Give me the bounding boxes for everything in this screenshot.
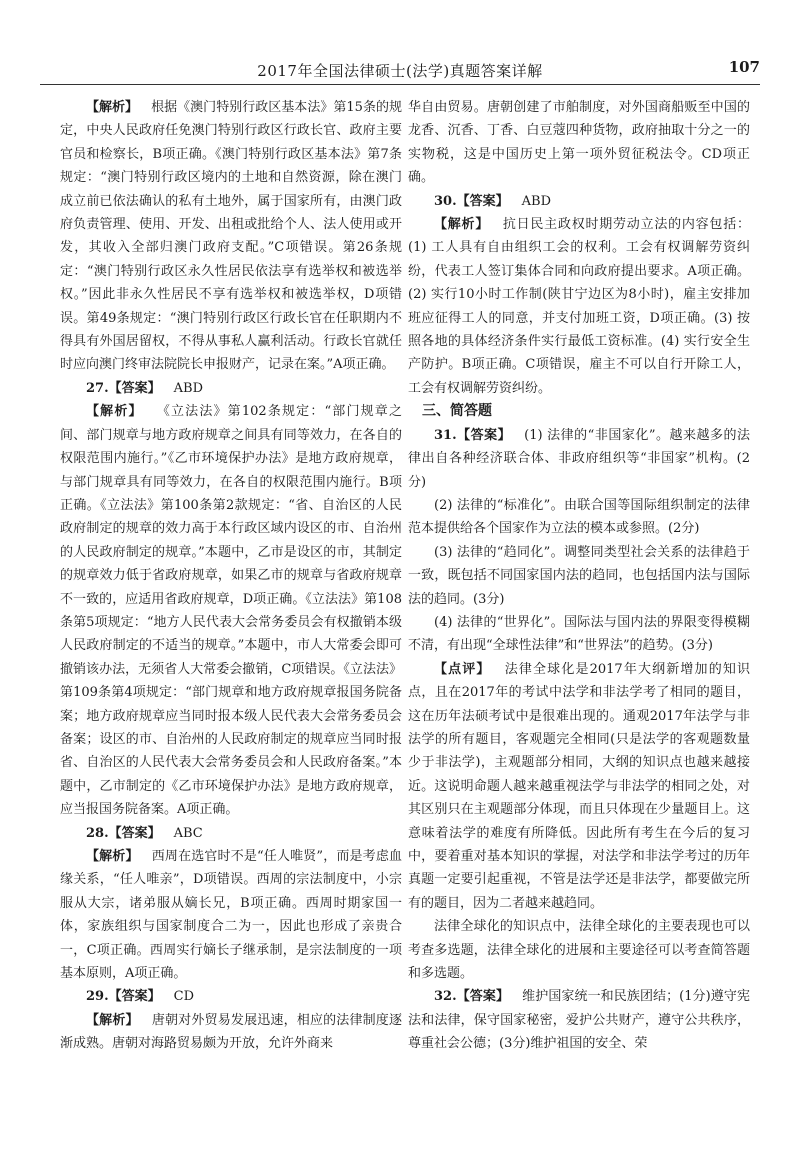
paragraph xyxy=(408,985,750,1055)
paragraph xyxy=(408,541,750,611)
answer-tag: 【解析】 xyxy=(86,1012,139,1028)
answer-tag: 【解析】 xyxy=(86,404,143,420)
paragraph-text: 西周在选官时不是“任人唯贤”，而是考虑血缘关系，“任人唯亲”，D项错误。西周的宗法制度中，小宗服从大宗，诸弟服从嫡长兄，B项正确。西周时期家国一体，家族组织与国家制度合二为一，因此也形成了亲贵合一，C项正确。西周实行嫡长子继承制，是宗法制度的一项基本原则，A项正确。 xyxy=(60,849,402,982)
paragraph xyxy=(408,658,750,915)
paragraph-text: 《立法法》第102条规定：“部门规章之间、部门规章与地方政府规章之间具有同等效力，在各自的权限范围内施行。”《乙市环境保护办法》是地方政府规章，与部门规章具有同等效力，在各自的权限范围内施行。B项正确。《立法法》第100条第2款规定：“省、自治区的人民政府制定的规章的效力高于本行政区域内设区的市、自治州的人民政府制定的规章。”本题中，乙市是设区的市，其制定的规章效力低于省政府规章，如果乙市的规章与省政府规章不一致的，应适用省政府规章，D项正确。《立法法》第108条第5项规定：“地方人民代表大会常务委员会有权撤销本级人民政府制定的不适当的规章。”本题中，市人大常委会即可撤销该办法，无须省人大常委会撤销，C项错误。《立法法》第109条第4项规定：“部门规章和地方政府规章报国务院备案；地方政府规章应当同时报本级人民代表大会常务委员会备案；设区的市、自治州的人民政府制定的规章应当同时报省、自治区的人民代表大会常务委员会和人民政府备案。”本题中，乙市制定的《乙市环境保护办法》是地方政府规章，应当报国务院备案。A项正确。 xyxy=(60,404,402,818)
answer-tag: 27.【答案】 xyxy=(86,380,161,396)
paragraph xyxy=(60,400,402,821)
section-heading: 三、简答题 xyxy=(422,403,492,420)
paragraph xyxy=(408,213,750,400)
answer-tag: 29.【答案】 xyxy=(86,989,161,1005)
answer-tag: 【解析】 xyxy=(86,100,139,115)
paragraph xyxy=(408,494,750,541)
right-column xyxy=(408,96,750,1056)
paragraph-text: 抗日民主政权时期劳动立法的内容包括：(1) 工人具有自由组织工会的权利。工会有权调解劳资纠纷，代表工人签订集体合同和向政府提出要求。A项正确。(2) 实行10小时工作制(陕甘宁边区为8小时)，雇主安排加班应征得工人的同意，并支付加班工资，D项正确。(3) 按照各地的具体经济条件实行最低工资标准。(4) 实行安全生产防护。B项正确。C项错误，雇主不可以自行开除工人，工会有权调解劳资纠纷。 xyxy=(408,217,750,396)
paragraph-text: 维护国家统一和民族团结；(1分)遵守宪法和法律，保守国家秘密，爱护公共财产，遵守公共秩序，尊重社会公德；(3分)维护祖国的安全、荣 xyxy=(408,989,750,1052)
paragraph-text: 法律全球化的知识点中，法律全球化的主要表现也可以考查多选题，法律全球化的进展和主要途径可以考查简答题和多选题。 xyxy=(408,919,750,982)
paragraph xyxy=(408,915,750,985)
paragraph xyxy=(60,377,402,400)
answer-tag: 32.【答案】 xyxy=(434,989,510,1005)
paragraph xyxy=(60,822,402,845)
paragraph-text: CD xyxy=(173,989,194,1005)
paragraph xyxy=(408,424,750,494)
answer-tag: 28.【答案】 xyxy=(86,825,161,841)
paragraph-text: 唐朝对外贸易发展迅速，相应的法律制度逐渐成熟。唐朝对海路贸易颇为开放，允许外商来 xyxy=(60,1012,402,1052)
paragraph-text: 法律全球化是2017年大纲新增加的知识点，且在2017年的考试中法学和非法学考了相同的题目，这在历年法硕考试中是很难出现的。通观2017年法学与非法学的所有题目，客观题完全相同(只是法学的客观题数量少于非法学)，主观题部分相同，大纲的知识点也越来越接近。这说明命题人越来越重视法学与非法学的相同之处，对其区别只在主观题部分体现，而且只体现在少量题目上。这意味着法学的难度有所降低。因此所有考生在今后的复习中，要着重对基本知识的掌握，对法学和非法学考过的历年真题一定要引起重视，不管是法学还是非法学，都要做完所有的题目，因为二者越来越趋同。 xyxy=(408,661,750,911)
paragraph-text: ABD xyxy=(521,193,551,209)
answer-tag: 30.【答案】 xyxy=(434,193,509,209)
page-number: 107 xyxy=(728,58,760,76)
paragraph xyxy=(60,985,402,1008)
answer-tag: 【解析】 xyxy=(434,217,490,233)
paragraph-text: (1) 法律的“非国家化”。越来越多的法律出自各种经济联合体、非政府组织等“非国家”机构。(2分) xyxy=(408,427,750,490)
paragraph-text: (2) 法律的“标准化”。由联合国等国际组织制定的法律范本提供给各个国家作为立法的模本或参照。(2分) xyxy=(408,497,750,537)
answer-tag: 31.【答案】 xyxy=(434,427,512,443)
paragraph xyxy=(60,1009,402,1056)
paragraph-text: 根据《澳门特别行政区基本法》第15条的规定，中央人民政府任免澳门特别行政区行政长官、政府主要官员和检察长，B项正确。《澳门特别行政区基本法》第7条规定：“澳门特别行政区境内的土地和自然资源，除在澳门成立前已依法确认的私有土地外，属于国家所有，由澳门政府负责管理、使用、开发、出租或批给个人、法人使用或开发，其收入全部归澳门政府支配。”C项错误。第26条规定：“澳门特别行政区永久性居民依法享有选举权和被选举权。”因此非永久性居民不享有选举权和被选举权，D项错误。第49条规定：“澳门特别行政区行政长官在任职期内不得具有外国居留权，不得从事私人赢利活动。行政长官就任时应向澳门终审法院院长申报财产，记录在案。”A项正确。 xyxy=(60,100,402,373)
paragraph-text: (3) 法律的“趋同化”。调整同类型社会关系的法律趋于一致，既包括不同国家国内法的趋同，也包括国内法与国际法的趋同。(3分) xyxy=(408,544,750,607)
running-header xyxy=(40,50,760,85)
book-title: 2017年全国法律硕士(法学)真题答案详解 xyxy=(257,62,543,80)
paragraph-text: 华自由贸易。唐朝创建了市舶制度，对外国商船贩至中国的龙香、沉香、丁香、白豆蔻四种货物，政府抽取十分之一的实物税，这是中国历史上第一项外贸征税法令。CD项正确。 xyxy=(408,100,750,186)
left-column xyxy=(60,96,402,1056)
paragraph-text: (4) 法律的“世界化”。国际法与国内法的界限变得模糊不清，有出现“全球性法律”和“世界法”的趋势。(3分) xyxy=(408,614,750,654)
paragraph xyxy=(60,845,402,985)
paragraph xyxy=(408,190,750,213)
paragraph xyxy=(408,611,750,658)
answer-tag: 【解析】 xyxy=(86,849,139,864)
paragraph-text: ABD xyxy=(173,380,203,396)
paragraph xyxy=(408,96,750,190)
answer-tag: 【点评】 xyxy=(434,661,491,677)
paragraph-text: ABC xyxy=(173,825,203,841)
paragraph xyxy=(60,96,402,377)
